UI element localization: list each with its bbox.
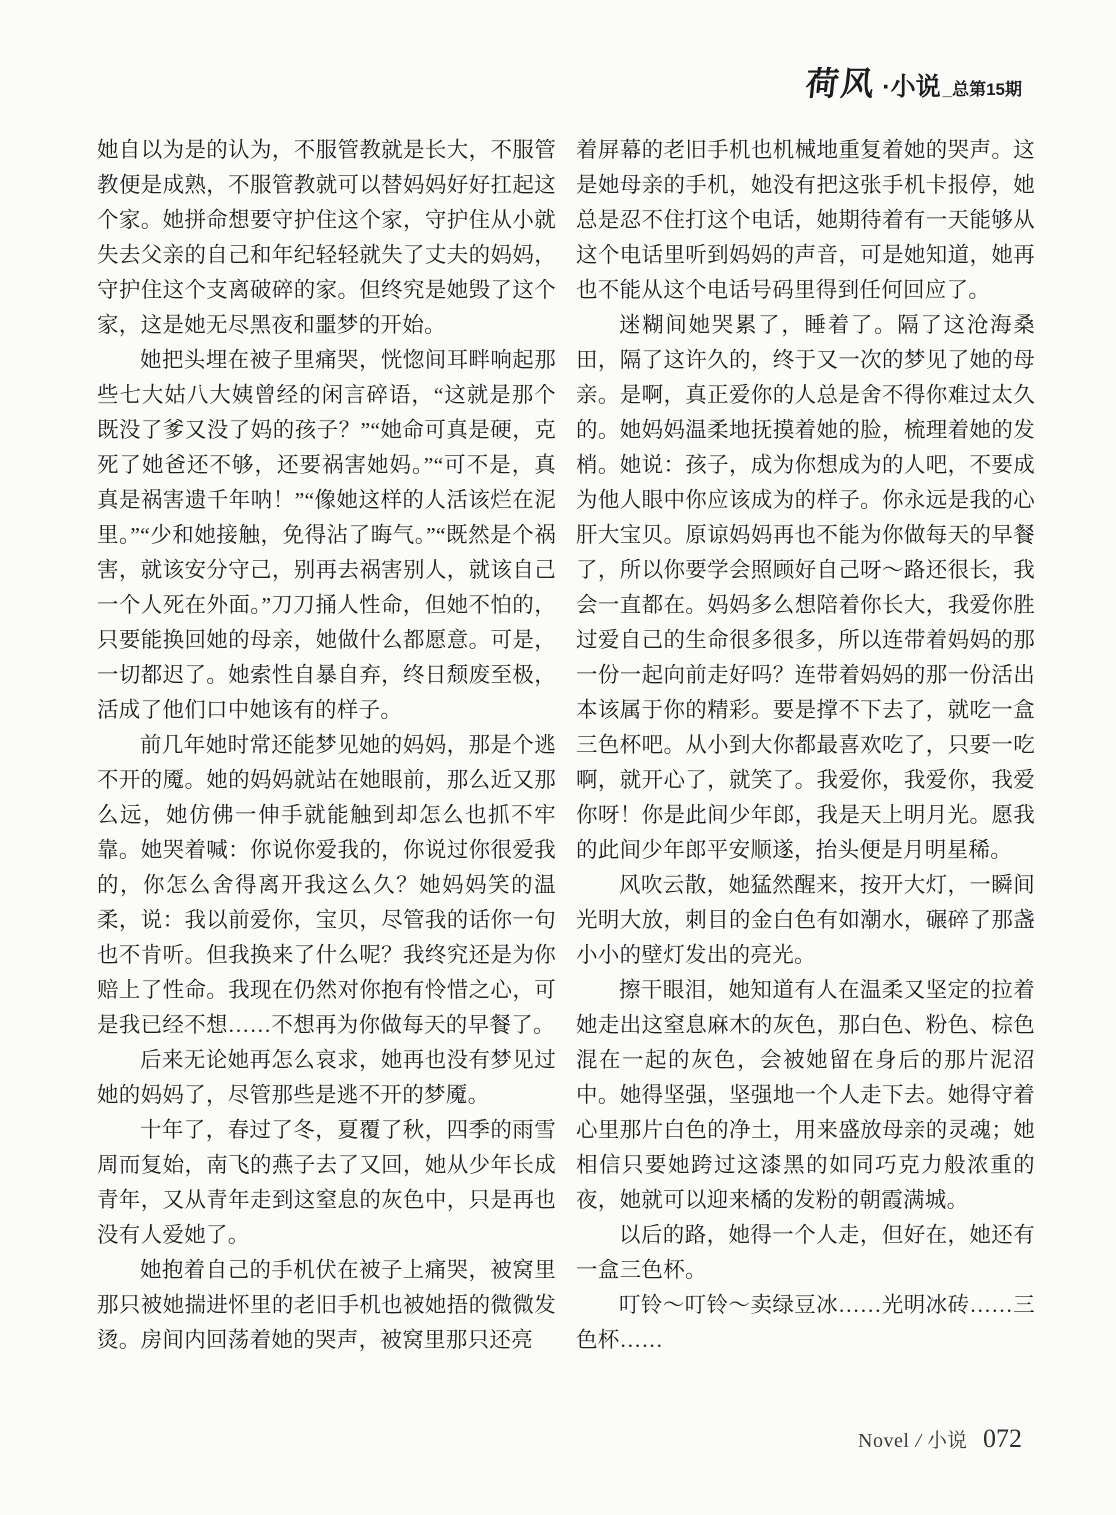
issue-label: _总第15期 [942,80,1022,99]
page-number: 072 [983,1424,1022,1453]
paragraph: 后来无论她再怎么哀求，她再也没有梦见过她的妈妈了，尽管那些是逃不开的梦魇。 [97,1048,556,1107]
paragraph: 她把头埋在被子里痛哭，恍惚间耳畔响起那些七大姑八大姨曾经的闲言碎语，“这就是那个既没了爹又没了妈的孩子？”“她命可真是硬，克死了她爸还不够，还要祸害她妈。”“可不是，真真是祸害遗千年呐！”“像她这样的人活该烂在泥里。”“少和她接触，免得沾了晦气。”“既然是个祸害，就该安分守己，别再去祸害别人，就该自己一个人死在外面。”刀刀捅人性命，但她不怕的，只要能换回她的母亲，她做什么都愿意。可是，一切都迟了。她索性自暴自弃，终日颓废至极，活成了他们口中她该有的样子。 [97,348,556,722]
paragraph: 叮铃～叮铃～卖绿豆冰……光明冰砖……三色杯…… [576,1293,1035,1352]
paragraph: 她抱着自己的手机伏在被子上痛哭，被窝里那只被她揣进怀里的老旧手机也被她捂的微微发烫。房间内回荡着她的哭声，被窝里那只还亮 [97,1258,556,1352]
paragraph: 擦干眼泪，她知道有人在温柔又坚定的拉着她走出这窒息麻木的灰色，那白色、粉色、棕色混在一起的灰色，会被她留在身后的那片泥沼中。她得坚强，坚强地一个人走下去。她得守着心里那片白色的净土，用来盛放母亲的灵魂；她相信只要她跨过这漆黑的如同巧克力般浓重的夜，她就可以迎来橘的发粉的朝霞满城。 [576,978,1035,1212]
page-footer [858,1424,1022,1454]
brand-logo: 荷风 [804,67,878,103]
footer-separator: / [915,1430,921,1452]
footer-section-cn: 小说 [927,1430,967,1452]
masthead [806,58,1022,105]
left-column [97,133,556,1358]
paragraph: 迷糊间她哭累了，睡着了。隔了这沧海桑田，隔了这许久的，终于又一次的梦见了她的母亲。是啊，真正爱你的人总是舍不得你难过太久的。她妈妈温柔地抚摸着她的脸，梳理着她的发梢。她说：孩子，成为你想成为的人吧，不要成为他人眼中你应该成为的样子。你永远是我的心肝大宝贝。原谅妈妈再也不能为你做每天的早餐了，所以你要学会照顾好自己呀～路还很长，我会一直都在。妈妈多么想陪着你长大，我爱你胜过爱自己的生命很多很多，所以连带着妈妈的那一份一起向前走好吗？连带着妈妈的那一份活出本该属于你的精彩。要是撑不下去了，就吃一盒三色杯吧。从小到大你都最喜欢吃了，只要一吃啊，就开心了，就笑了。我爱你，我爱你，我爱你呀！你是此间少年郎，我是天上明月光。愿我的此间少年郎平安顺遂，抬头便是月明星稀。 [576,313,1035,862]
paragraph: 以后的路，她得一个人走，但好在，她还有一盒三色杯。 [576,1223,1035,1282]
paragraph: 她自以为是的认为，不服管教就是长大，不服管教便是成熟，不服管教就可以替妈妈好好扛起这个家。她拼命想要守护住这个家，守护住从小就失去父亲的自己和年纪轻轻就失了丈夫的妈妈，守护住这个支离破碎的家。但终究是她毁了这个家，这是她无尽黑夜和噩梦的开始。 [97,138,556,337]
paragraph: 前几年她时常还能梦见她的妈妈，那是个逃不开的魇。她的妈妈就站在她眼前，那么近又那么远，她仿佛一伸手就能触到却怎么也抓不牢靠。她哭着喊：你说你爱我的，你说过你很爱我的，你怎么舍得离开我这么久？她妈妈笑的温柔，说：我以前爱你，宝贝，尽管我的话你一句也不肯听。但我换来了什么呢？我终究还是为你赔上了性命。我现在仍然对你抱有怜惜之心，可是我已经不想……不想再为你做每天的早餐了。 [97,733,556,1037]
footer-section-en: Novel [858,1430,910,1452]
paragraph: 着屏幕的老旧手机也机械地重复着她的哭声。这是她母亲的手机，她没有把这张手机卡报停，她总是忍不住打这个电话，她期待着有一天能够从这个电话里听到妈妈的声音，可是她知道，她再也不能从这个电话号码里得到任何回应了。 [576,138,1035,302]
paragraph: 十年了，春过了冬，夏覆了秋，四季的雨雪周而复始，南飞的燕子去了又回，她从少年长成青年，又从青年走到这窒息的灰色中，只是再也没有人爱她了。 [97,1118,556,1247]
right-column [576,133,1035,1358]
paragraph: 风吹云散，她猛然醒来，按开大灯，一瞬间光明大放，刺目的金白色有如潮水，碾碎了那盏小小的壁灯发出的亮光。 [576,873,1035,967]
section-label: ·小说 [882,73,941,101]
